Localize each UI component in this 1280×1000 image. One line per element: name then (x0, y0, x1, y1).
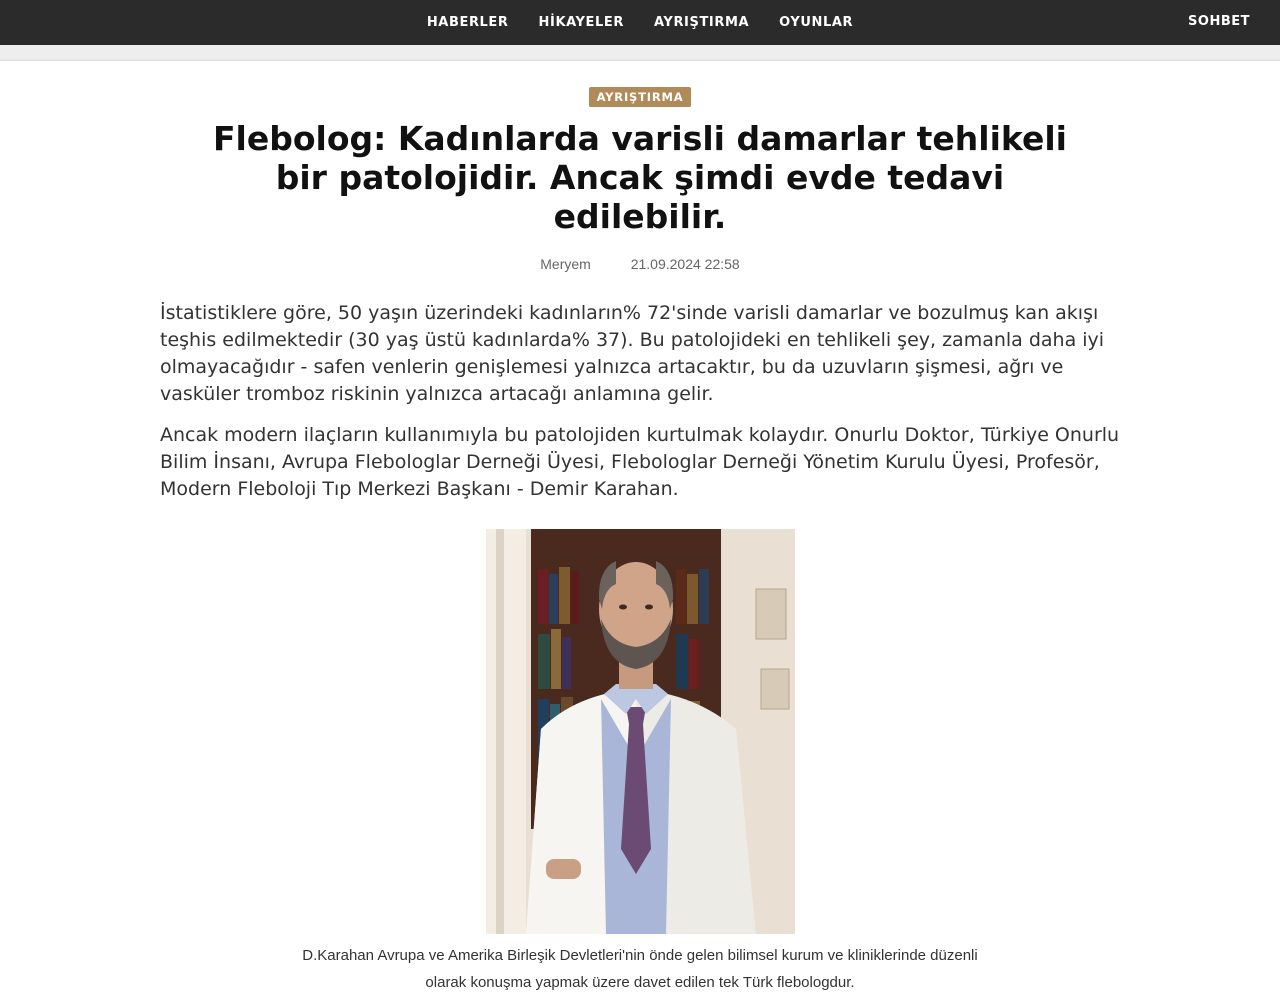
article-meta (150, 256, 1130, 272)
author-name: Meryem (540, 256, 591, 272)
chat-link[interactable]: SOHBET (1188, 14, 1250, 29)
doctor-photo (486, 529, 795, 934)
nav-item-ayristirma[interactable]: AYRIŞTIRMA (654, 15, 750, 30)
nav-item-oyunlar[interactable]: OYUNLAR (779, 15, 854, 30)
category-badge[interactable]: AYRIŞTIRMA (589, 87, 692, 107)
sub-header-strip (0, 45, 1280, 61)
publish-date: 21.09.2024 22:58 (630, 256, 740, 272)
paragraph: İstatistiklere göre, 50 yaşın üzerindeki kadınların% 72'sinde varisli damarlar ve bozulmuş kan akışı teşhis edilmektedir (30 yaş üstü kadınlarda% 37). Bu patolojideki en tehlikeli şey, zamanla daha iyi olmayacağıdır - safen venlerin genişlemesi yalnızca artacaktır, bu da uzuvların şişmesi, ağrı ve vasküler tromboz riskinin yalnızca artacağı anlamına gelir. (160, 302, 1105, 405)
top-navigation-bar (0, 0, 1280, 45)
nav-item-haberler[interactable]: HABERLER (426, 15, 509, 30)
paragraph: Ancak modern ilaçların kullanımıyla bu patolojiden kurtulmak kolaydır. Onurlu Doktor, Türkiye Onurlu Bilim İnsanı, Avrupa Flebologlar Derneği Üyesi, Flebologlar Derneği Yönetim Kurulu Üyesi, Profesör, Modern Fleboloji Tıp Merkezi Başkanı - Demir Karahan. (160, 424, 1120, 500)
main-nav (412, 15, 868, 30)
nav-item-hikayeler[interactable]: HİKAYELER (538, 15, 625, 30)
article (150, 86, 1130, 996)
article-body (160, 300, 1140, 503)
photo-caption: D.Karahan Avrupa ve Amerika Birleşik Devletleri'nin önde gelen bilimsel kurum ve kliniklerinde düzenli olarak konuşma yapmak üzere davet edilen tek Türk flebologdur. (302, 947, 978, 991)
article-figure (150, 529, 1130, 996)
article-title: Flebolog: Kadınlarda varisli damarlar tehlikeli bir patolojidir. Ancak şimdi evde tedavi edilebilir. (213, 119, 1067, 236)
